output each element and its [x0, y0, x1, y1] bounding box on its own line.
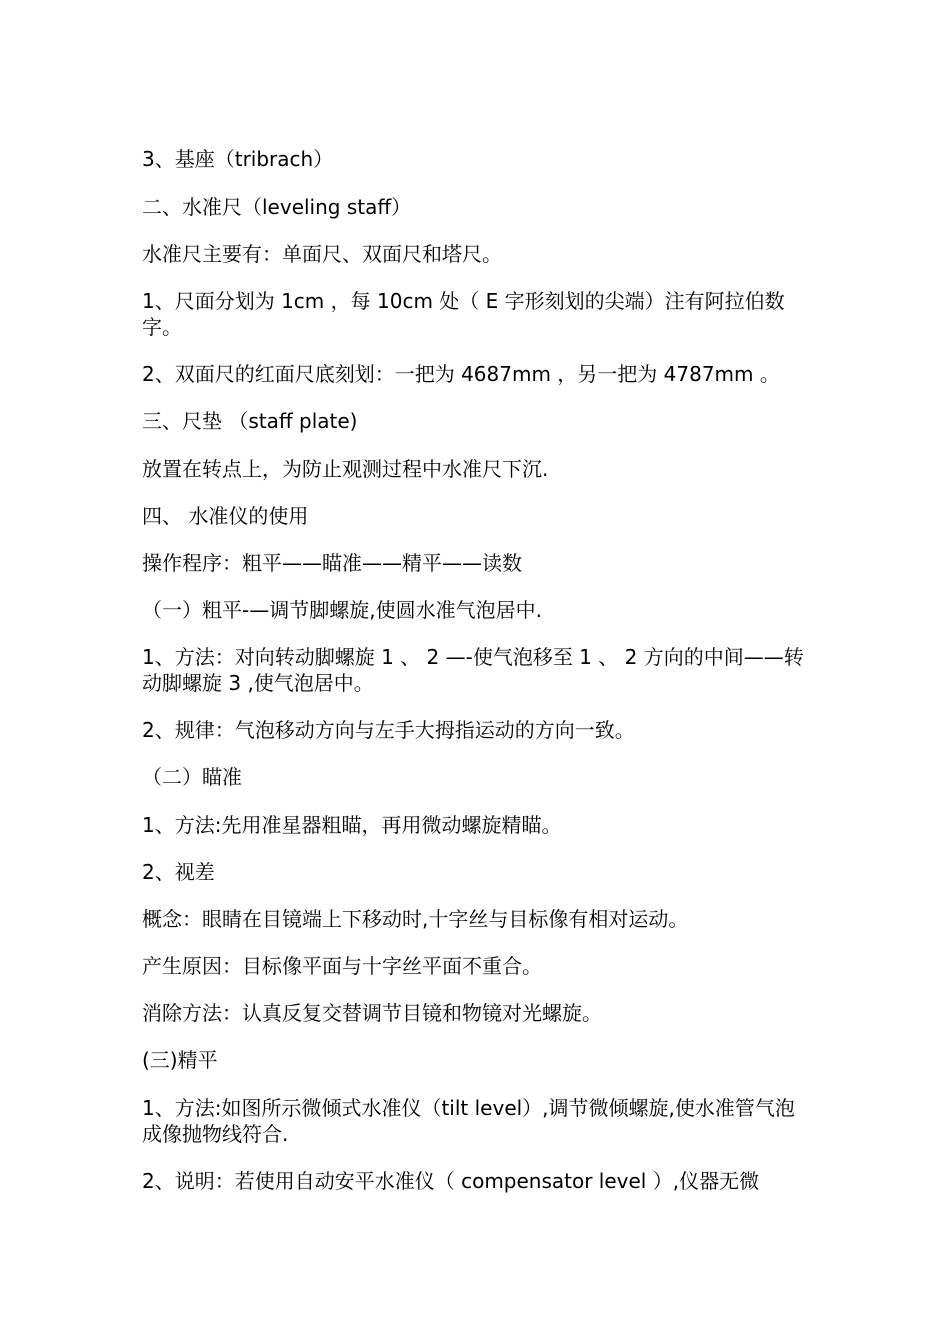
paragraph-rough-method: 1、方法：对向转动脚螺旋 1 、 2 —-使气泡移至 1 、 2 方向的中间——转动脚螺旋 3 ,使气泡居中。 — [142, 645, 804, 695]
paragraph-fine-note: 2、说明：若使用自动安平水准仪（ compensator level ）,仪器无微 — [142, 1169, 760, 1193]
paragraph-staff-types: 水准尺主要有：单面尺、双面尺和塔尺。 — [142, 242, 502, 266]
paragraph-parallax-elimination: 消除方法：认真反复交替调节目镜和物镜对光螺旋。 — [142, 1001, 602, 1025]
heading-level-usage: 四、 水准仪的使用 — [142, 504, 309, 528]
paragraph-parallax-cause: 产生原因：目标像平面与十字丝平面不重合。 — [142, 954, 542, 978]
paragraph-aiming-method: 1、方法:先用准星器粗瞄，再用微动螺旋精瞄。 — [142, 813, 562, 837]
heading-staff-plate: 三、尺垫 （staff plate) — [142, 409, 358, 433]
paragraph-operation-procedure: 操作程序：粗平——瞄准——精平——读数 — [142, 551, 522, 575]
heading-fine-leveling: (三)精平 — [142, 1048, 218, 1072]
paragraph-parallax-concept: 概念：眼睛在目镜端上下移动时,十字丝与目标像有相对运动。 — [142, 907, 689, 931]
paragraph-rough-rule: 2、规律：气泡移动方向与左手大拇指运动的方向一致。 — [142, 718, 635, 742]
heading-leveling-staff: 二、水准尺（leveling staff） — [142, 195, 412, 219]
paragraph-staff-graduation: 1、尺面分划为 1cm ，每 10cm 处（ E 字形刻划的尖端）注有阿拉伯数字。 — [142, 289, 785, 339]
paragraph-red-face: 2、双面尺的红面尺底刻划：一把为 4687mm ，另一把为 4787mm 。 — [142, 362, 780, 386]
heading-aiming: （二）瞄准 — [142, 765, 242, 789]
paragraph-staff-plate-use: 放置在转点上，为防止观测过程中水准尺下沉. — [142, 457, 549, 481]
heading-rough-leveling: （一）粗平-—调节脚螺旋,使圆水准气泡居中. — [142, 598, 542, 622]
paragraph-parallax: 2、视差 — [142, 860, 215, 884]
paragraph-fine-method: 1、方法:如图所示微倾式水准仪（tilt level）,调节微倾螺旋,使水准管气泡成像抛物线符合. — [142, 1096, 795, 1146]
heading-tribrach: 3、基座（tribrach） — [142, 147, 334, 171]
